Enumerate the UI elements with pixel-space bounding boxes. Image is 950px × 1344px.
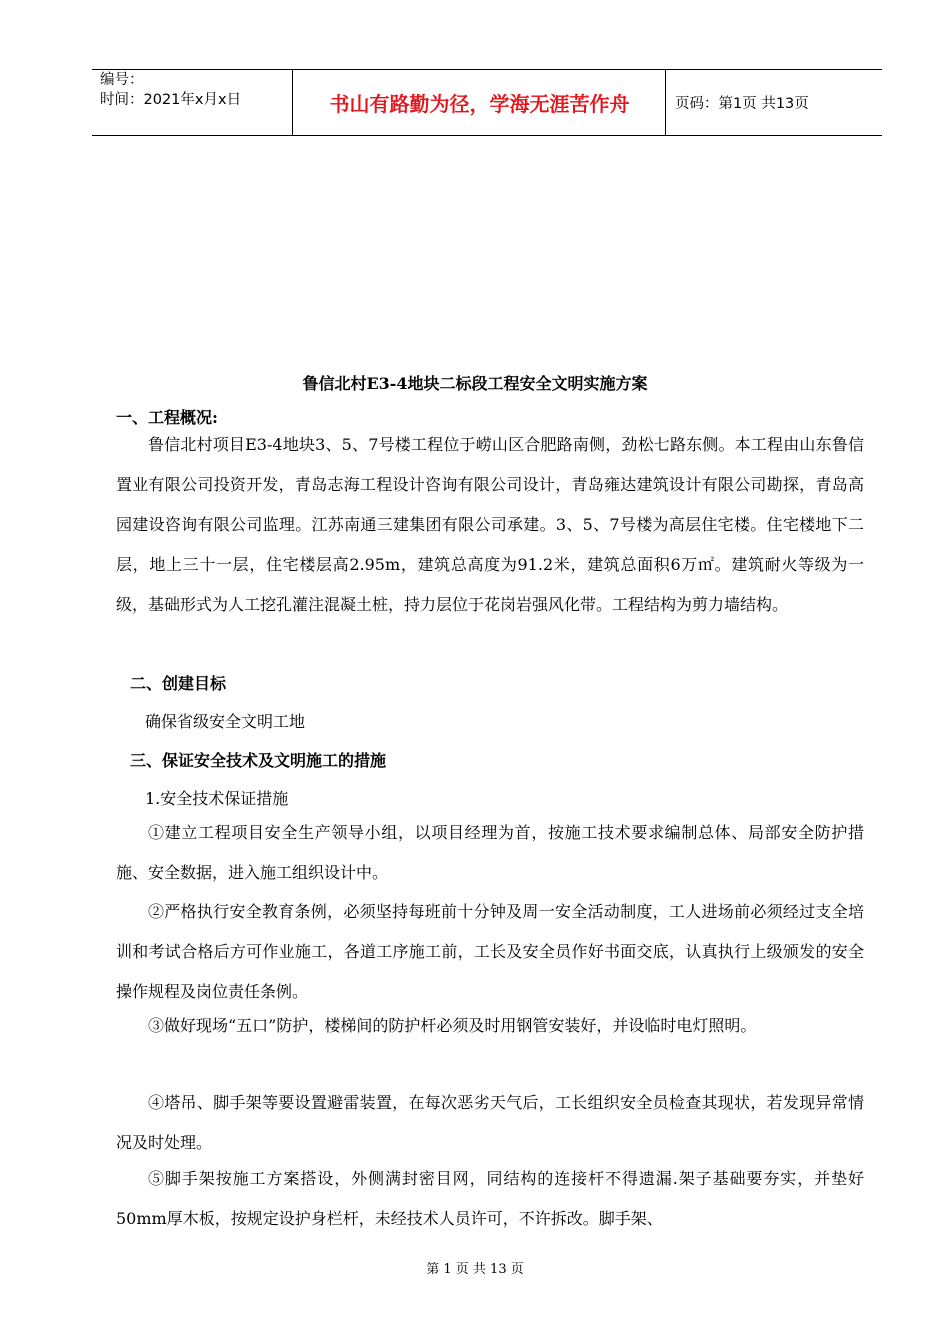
section-body-overview: 鲁信北村项目E3-4地块3、5、7号楼工程位于崂山区合肥路南侧，劲松七路东侧。本工程由山东鲁信置业有限公司投资开发，青岛志海工程设计咨询有限公司设计，青岛雍达建筑设计有限公司勘探，青岛高园建设咨询有限公司监理。江苏南通三建集团有限公司承建。3、5、7号楼为高层住宅楼。住宅楼地下二层，地上三十一层，住宅楼层高2.95m，建筑总高度为91.2米，建筑总面积6万㎡。建筑耐火等级为一级，基础形式为人工挖孔灌注混凝土桩，持力层位于花岗岩强风化带。工程结构为剪力墙结构。 [116,435,864,614]
subsection-heading-safety: 1.安全技术保证措施 [145,789,289,808]
section-heading-overview: 一、工程概况: [116,408,218,427]
document-title: 鲁信北村E3-4地块二标段工程安全文明实施方案 [302,374,648,393]
document-number-label: 编号： [100,72,144,88]
measure-item-3: ③做好现场“五口”防护，楼梯间的防护杆必须及时用钢管安装好，并设临时电灯照明。 [148,1016,757,1035]
section-heading-measures: 三、保证安全技术及文明施工的措施 [130,751,387,770]
header-bottom-rule [92,135,882,136]
header-page-label: 页码：第1页 共13页 [675,96,809,112]
measure-item-4: ④塔吊、脚手架等要设置避雷装置，在每次恶劣天气后，工长组织安全员检查其现状，若发现异常情况及时处理。 [116,1093,864,1152]
section-body-goal: 确保省级安全文明工地 [145,712,306,731]
measure-item-5: ⑤脚手架按施工方案搭设，外侧满封密目网，同结构的连接杆不得遗漏.架子基础要夯实，并垫好50mm厚木板，按规定设护身栏杆，未经技术人员许可，不许拆改。脚手架、 [116,1169,864,1228]
header-divider-right [665,69,666,136]
header-divider-left [292,69,293,136]
measure-item-2: ②严格执行安全教育条例，必须坚持每班前十分钟及周一安全活动制度，工人进场前必须经过支全培训和考试合格后方可作业施工，各道工序施工前，工长及安全员作好书面交底，认真执行上级颁发的安全操作规程及岗位责任条例。 [116,902,864,1001]
page-footer: 第 1 页 共 13 页 [426,1262,524,1277]
section-heading-goal: 二、创建目标 [130,674,227,693]
header-info [100,70,241,110]
document-time-label: 时间：2021年x月x日 [100,92,242,108]
measure-item-1: ①建立工程项目安全生产领导小组，以项目经理为首，按施工技术要求编制总体、局部安全防护措施、安全数据，进入施工组织设计中。 [116,823,864,882]
header-motto: 书山有路勤为径，学海无涯苦作舟 [329,92,630,116]
